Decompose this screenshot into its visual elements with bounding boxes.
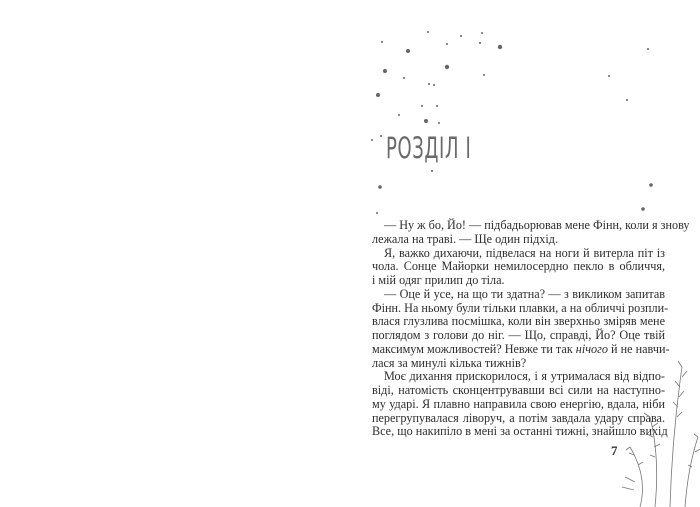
- text-segment: — Оце й усе, на що ти здатна? — з викликом запитав: [384, 286, 665, 301]
- text-segment: віді, натомість сконцентрувавши всі сили на наступно-: [372, 383, 665, 397]
- star-dot: [481, 32, 483, 34]
- star-dot: [424, 119, 428, 123]
- text-line: [372, 274, 665, 288]
- star-dot: [378, 185, 382, 189]
- text-segment: Я, важко дихаючи, підвелася на ноги й витерла піт із: [384, 245, 665, 260]
- star-dot: [383, 69, 387, 73]
- star-dot: [406, 49, 410, 53]
- text-line: [372, 260, 665, 274]
- text-segment: му ударі. Я плавно направила свою енергію, вдала, ніби: [372, 396, 665, 411]
- text-segment: Фінн. На ньому були тільки плавки, а на обличчі розпли-: [372, 300, 669, 315]
- star-dot: [445, 65, 449, 69]
- text-line: [372, 218, 690, 233]
- italic-word: нічого: [575, 341, 608, 356]
- text-segment: чола. Сонце Майорки немилосердно пекло в обличчя,: [372, 259, 665, 274]
- chapter-title: РОЗДІЛ І: [386, 131, 472, 165]
- text-line: [372, 247, 665, 261]
- text-segment: — Ну ж бо, Йо! — підбадьорював мене Фінн, коли я знову: [384, 218, 690, 232]
- star-dot: [398, 114, 400, 116]
- star-dot: [376, 212, 378, 214]
- text-segment: поглядом з голови до ніг. — Що, справді, Йо? Оце твій: [372, 328, 665, 342]
- star-dot: [479, 42, 481, 44]
- text-segment: Моє дихання прискорилося, і я утрималася від відпо-: [384, 369, 665, 384]
- star-dot: [608, 75, 610, 77]
- plant-illustration-icon: [610, 327, 700, 507]
- star-dot: [421, 105, 423, 107]
- star-dot: [433, 84, 435, 86]
- star-dot: [498, 45, 502, 49]
- text-segment: Все, що накипіло в мені за останні тижні, знайшло вихід: [372, 424, 668, 439]
- star-dot: [380, 135, 382, 137]
- star-dot: [427, 31, 429, 33]
- star-dot: [431, 170, 433, 172]
- star-dot: [446, 43, 448, 45]
- text-line: [372, 300, 669, 316]
- text-segment: перегрупувалася ліворуч, а потім завдала удару справа.: [372, 410, 665, 425]
- star-dot: [381, 41, 383, 43]
- text-line: [372, 288, 665, 302]
- text-segment: лася за минулі кілька тижнів?: [372, 355, 527, 370]
- text-segment: влася глузлива посмішка, коли він зверхньо зміряв мене: [372, 314, 665, 329]
- text-segment: й не навчи-: [608, 341, 670, 356]
- text-segment: лежала на траві. — Ще один підхід.: [372, 231, 559, 246]
- star-dot: [483, 74, 485, 76]
- star-dot: [436, 105, 438, 107]
- star-dot: [403, 77, 405, 79]
- star-dot: [371, 139, 373, 141]
- text-segment: і мій одяг прилип до тіла.: [372, 273, 505, 287]
- text-segment: максимум можливостей? Невже ти так: [372, 341, 576, 356]
- star-dot: [438, 122, 440, 124]
- star-dot: [460, 35, 462, 37]
- star-dot: [626, 99, 628, 101]
- star-dot: [428, 83, 430, 85]
- star-dot: [376, 93, 380, 97]
- star-dot: [649, 183, 653, 187]
- page-number: 7: [611, 443, 618, 458]
- star-dot: [641, 207, 645, 211]
- star-dot: [647, 48, 649, 50]
- text-line: [372, 233, 665, 247]
